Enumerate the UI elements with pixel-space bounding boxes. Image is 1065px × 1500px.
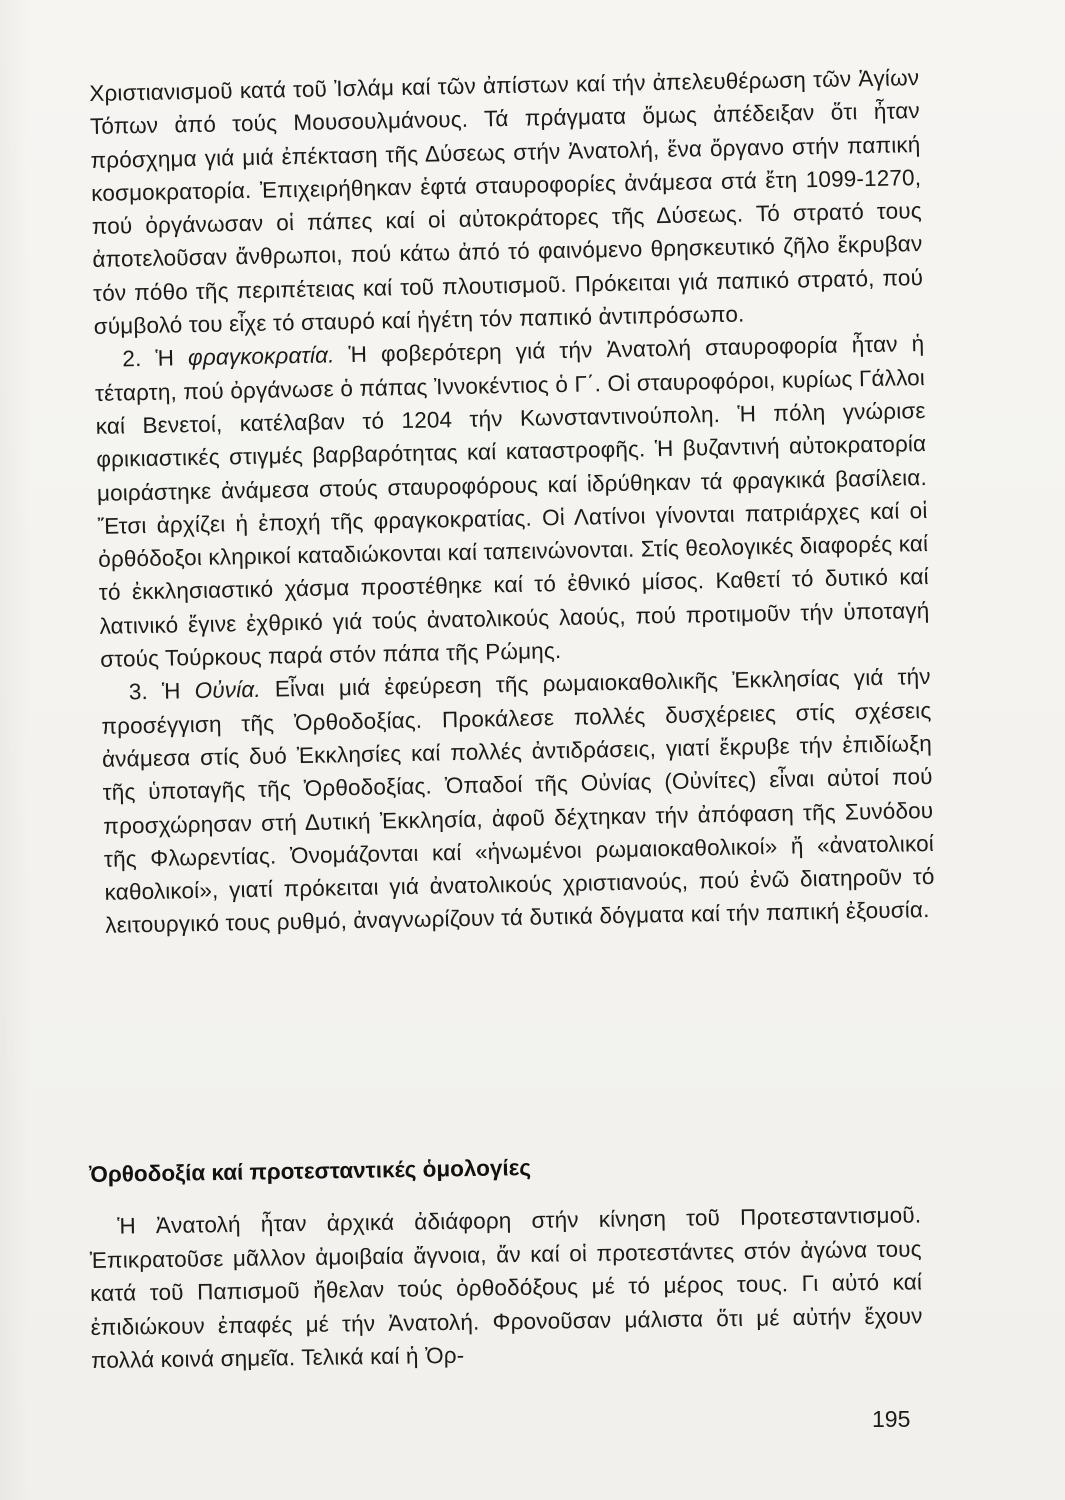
paragraph-1: Χριστιανισμοῦ κατά τοῦ Ἰσλάμ καί τῶν ἀπίστων καί τήν ἀπελευθέρωση τῶν Ἁγίων Τόπων ἀπό τούς Μουσουλμάνους. Τά πράγματα ὅμως ἀπέδειξαν ὅτι ἦταν πρόσχημα γιά μιά ἐπέκταση τῆς Δύσεως στήν Ἀνατολή, ἕνα ὄργανο στήν παπική κοσμοκρατορία. Ἐπιχειρήθηκαν ἑφτά σταυροφορίες ἀνάμεσα στά ἔτη 1099-1270, πού ὀργάνωσαν οἱ πάπες καί οἱ αὐτοκράτορες τῆς Δύσεως. Τό στρατό τους ἀποτελοῦσαν ἄνθρωποι, πού κάτω ἀπό τό φαινόμενο θρησκευτικό ζῆλο ἔκρυβαν τόν πόθο τῆς περιπέτειας καί τοῦ πλουτισμοῦ. Πρόκειται γιά παπικό στρατό, πού σύμβολό του εἶχε τό σταυρό καί ἡγέτη τόν παπικό ἀντιπρόσωπο. [89,65,924,340]
paragraph-2 [94,327,930,676]
paragraph-3-lead: 3. Ἡ [128,678,195,705]
body-text-upper [89,61,935,942]
paragraph-3 [101,660,936,942]
paragraph-2-body: Ἡ φοβερότερη γιά τήν Ἀνατολή σταυροφορία ἦταν ἡ τέταρτη, πού ὀργάνωσε ὁ πάπας Ἰννοκέντιος ὁ Γ΄. Οἱ σταυροφόροι, κυρίως Γάλλοι καί Βενετοί, κατέλαβαν τό 1204 τήν Κωνσταντινούπολη. Ἡ πόλη γνώρισε φρικιαστικές στιγμές βαρβαρότητας καί καταστροφῆς. Ἡ βυζαντινή αὐτοκρατορία μοιράστηκε ἀνάμεσα στούς σταυροφόρους καί ἱδρύθηκαν τά φραγκικά βασίλεια. Ἔτσι ἀρχίζει ἡ ἐποχή τῆς φραγκοκρατίας. Οἱ Λατίνοι γίνονται πατριάρχες καί οἱ ὀρθόδοξοι κληρικοί καταδιώκονται καί ταπεινώνονται. Στίς θεολογικές διαφορές καί τό ἐκκλησιαστικό χάσμα προστέθηκε καί τό ἐθνικό μίσος. Καθετί τό δυτικό καί λατινικό ἔγινε ἐχθρικό γιά τούς ἀνατολικούς λαούς, πού προτιμοῦν τήν ὑποταγή στούς Τούρκους παρά στόν πάπα τῆς Ρώμης. [94,331,930,672]
section-heading: Ὀρθοδοξία καί προτεσταντικές ὁμολογίες [89,1155,532,1187]
page-number: 195 [872,1406,911,1432]
body-text-lower [89,1198,923,1377]
paragraph-3-term: Οὐνία. [194,677,261,704]
paragraph-2-lead: 2. Ἡ [122,345,189,372]
paragraph-2-term: φραγκοκρατία. [187,342,335,371]
paragraph-4: Ἡ Ἀνατολή ἦταν ἀρχικά ἀδιάφορη στήν κίνηση τοῦ Προτεσταντισμοῦ. Ἐπικρατοῦσε μᾶλλον ἀμοιβαία ἄγνοια, ἄν καί οἱ προτεστάντες στόν ἀγώνα τους κατά τοῦ Παπισμοῦ ἤθελαν τούς ὀρθοδόξους μέ τό μέρος τους. Γι αὐτό καί ἐπιδιώκουν ἐπαφές μέ τήν Ἀνατολή. Φρονοῦσαν μάλιστα ὅτι μέ αὐτήν ἔχουν πολλά κοινά σημεῖα. Τελικά καί ἡ Ὀρ- [89,1202,923,1373]
paragraph-3-body: Εἶναι μιά ἐφεύρεση τῆς ρωμαιοκαθολικῆς Ἐκκλησίας γιά τήν προσέγγιση τῆς Ὀρθοδοξίας. Προκάλεσε πολλές δυσχέρειες στίς σχέσεις ἀνάμεσα στίς δυό Ἐκκλησίες καί πολλές ἀντιδράσεις, γιατί ἔκρυβε τήν ἐπιδίωξη τῆς ὑποταγῆς τῆς Ὀρθοδοξίας. Ὀπαδοί τῆς Οὐνίας (Οὐνίτες) εἶναι αὐτοί πού προσχώρησαν στή Δυτική Ἐκκλησία, ἀφοῦ δέχτηκαν τήν ἀπόφαση τῆς Συνόδου τῆς Φλωρεντίας. Ὀνομάζονται καί «ἡνωμένοι ρωμαιοκαθολικοί» ἤ «ἀνατολικοί καθολικοί», γιατί πρόκειται γιά ἀνατολικούς χριστιανούς, πού ἐνῶ διατηροῦν τό λειτουργικό τους ρυθμό, ἀναγνωρίζουν τά δυτικά δόγματα καί τήν παπική ἐξουσία. [101,664,935,939]
